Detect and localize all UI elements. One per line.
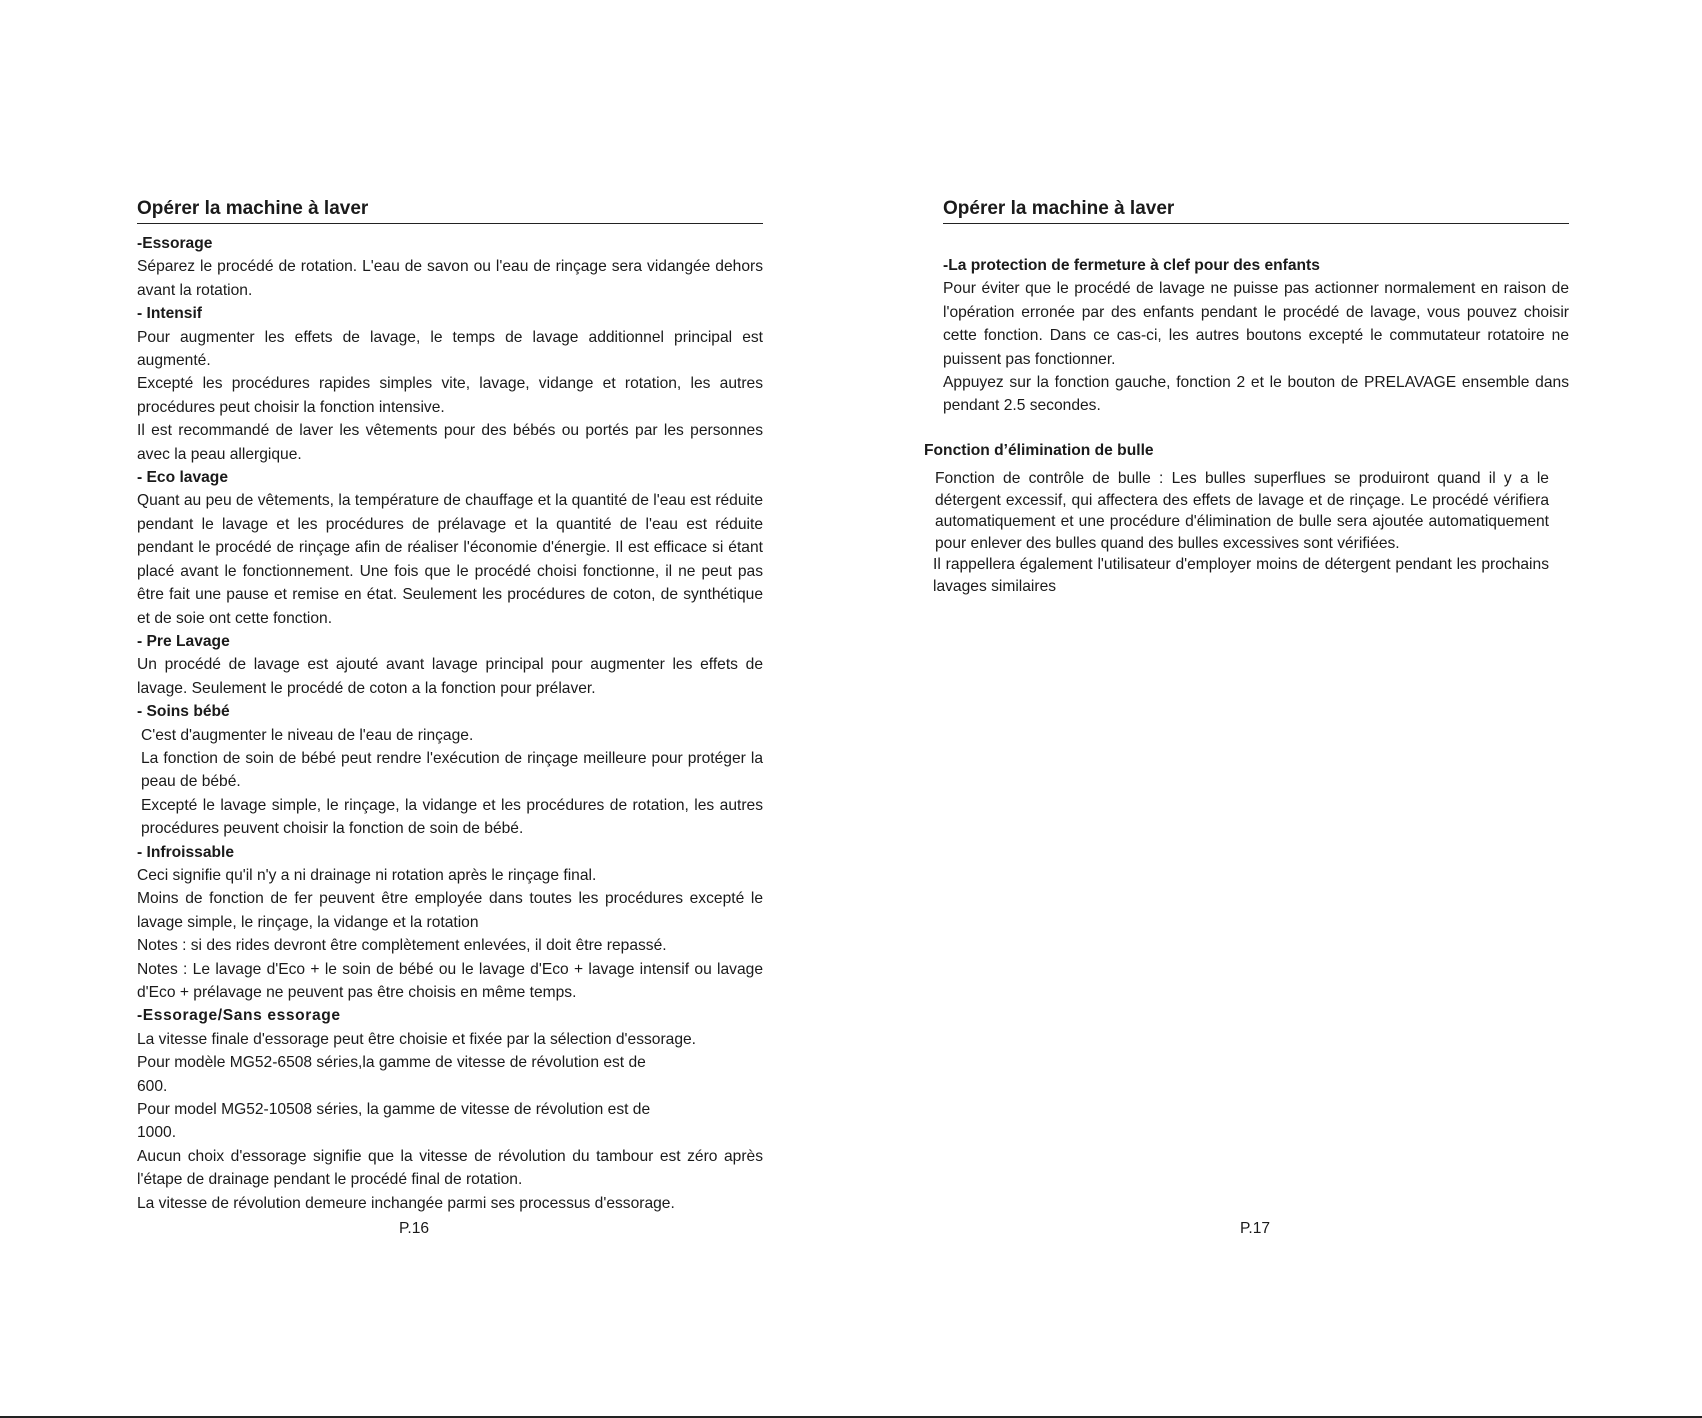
paragraph: Aucun choix d'essorage signifie que la vitesse de révolution du tambour est zéro après l'étape de drainage pendant le procédé final de rotation. xyxy=(137,1147,763,1189)
page-body xyxy=(137,232,763,1215)
paragraph: Moins de fonction de fer peuvent être employée dans toutes les procédures excepté le lavage simple, le rinçage, la vidange et la rotation xyxy=(137,890,763,931)
paragraph: Séparez le procédé de rotation. L'eau de savon ou l'eau de rinçage sera vidangée dehors avant la rotation. xyxy=(137,258,763,299)
section-heading-intensif: - Intensif xyxy=(137,305,202,323)
paragraph: Il est recommandé de laver les vêtements pour des bébés ou portés par les personnes avec la peau allergique. xyxy=(137,422,763,463)
paragraph: La vitesse finale d'essorage peut être choisie et fixée par la sélection d'essorage. xyxy=(137,1030,696,1048)
section-heading-soins-bebe: - Soins bébé xyxy=(137,703,230,721)
paragraph: Appuyez sur la fonction gauche, fonction 2 et le bouton de PRELAVAGE ensemble dans pendant 2.5 secondes. xyxy=(943,374,1569,415)
page-title: Opérer la machine à laver xyxy=(943,196,1569,224)
page-body xyxy=(924,254,1569,597)
paragraph: Notes : si des rides devront être complètement enlevées, il doit être repassé. xyxy=(137,937,667,955)
paragraph: C'est d'augmenter le niveau de l'eau de rinçage. xyxy=(141,726,474,744)
paragraph: La fonction de soin de bébé peut rendre l'exécution de rinçage meilleure pour protéger la peau de bébé. xyxy=(141,749,763,791)
paragraph: 1000. xyxy=(137,1124,177,1142)
paragraph: La vitesse de révolution demeure inchangée parmi ses processus d'essorage. xyxy=(137,1194,675,1212)
paragraph: Ceci signifie qu'il n'y a ni drainage ni rotation après le rinçage final. xyxy=(137,866,597,884)
section-heading-child-lock: -La protection de fermeture à clef pour des enfants xyxy=(943,257,1320,274)
paragraph: 600. xyxy=(137,1077,168,1095)
paragraph: Fonction de contrôle de bulle : Les bulles superflues se produiront quand il y a le détergent excessif, qui affectera des effets de lavage et de rinçage. Le procédé vérifiera automatiquement et une procédure d'élimination de bulle sera ajoutée automatiquement pour enlever des bulles quand des bulles excessives sont vérifiées. xyxy=(935,470,1549,552)
section-heading-bubble: Fonction d’élimination de bulle xyxy=(924,441,1154,459)
paragraph: Excepté le lavage simple, le rinçage, la vidange et les procédures de rotation, les autres procédures peuvent choisir la fonction de soin de bébé. xyxy=(141,796,763,838)
paragraph: Pour model MG52-10508 séries, la gamme de vitesse de révolution est de xyxy=(137,1101,651,1119)
page-number: P.16 xyxy=(399,1220,430,1237)
paragraph: Un procédé de lavage est ajouté avant lavage principal pour augmenter les effets de lavage. Seulement le procédé de coton a la fonction pour prélaver. xyxy=(137,656,763,697)
paragraph: Pour augmenter les effets de lavage, le temps de lavage additionnel principal est augmenté. xyxy=(137,328,763,370)
section-heading-infroissable: - Infroissable xyxy=(137,843,235,861)
section-heading-essorage-sans-essorage: -Essorage/Sans essorage xyxy=(137,1007,341,1025)
page-title: Opérer la machine à laver xyxy=(137,196,763,224)
section-heading-pre-lavage: - Pre Lavage xyxy=(137,632,230,650)
paragraph: Il rappellera également l'utilisateur d'employer moins de détergent pendant les prochains lavages similaires xyxy=(933,556,1549,595)
page-number: P.17 xyxy=(1240,1220,1271,1237)
paragraph: Excepté les procédures rapides simples vite, lavage, vidange et rotation, les autres procédures peut choisir la fonction intensive. xyxy=(137,375,763,416)
paragraph: Pour éviter que le procédé de lavage ne puisse pas actionner normalement en raison de l'opération erronée par des enfants pendant le procédé de lavage, vous pouvez choisir cette fonction. Dans ce cas-ci, les autres boutons excepté le commutateur rotatoire ne puissent pas fonctionner. xyxy=(943,280,1569,368)
paragraph: Quant au peu de vêtements, la température de chauffage et la quantité de l'eau est réduite pendant le lavage et les procédures de prélavage et la quantité de l'eau est réduite pendant le procédé de rinçage afin de réaliser l'économie d'énergie. Il est efficace si étant placé avant le fonctionnement. Une fois que le procédé choisi fonctionne, il ne peut pas être fait une pause et remise en état. Seulement les procédures de coton, de synthétique et de soie ont cette fonction. xyxy=(137,492,763,627)
paragraph: Pour modèle MG52-6508 séries,la gamme de vitesse de révolution est de xyxy=(137,1054,646,1072)
paragraph: Notes : Le lavage d'Eco + le soin de bébé ou le lavage d'Eco + lavage intensif ou lavage d'Eco + prélavage ne peuvent pas être choisis en même temps. xyxy=(137,960,763,1001)
section-heading-essorage: -Essorage xyxy=(137,235,213,252)
section-heading-eco-lavage: - Eco lavage xyxy=(137,469,229,487)
